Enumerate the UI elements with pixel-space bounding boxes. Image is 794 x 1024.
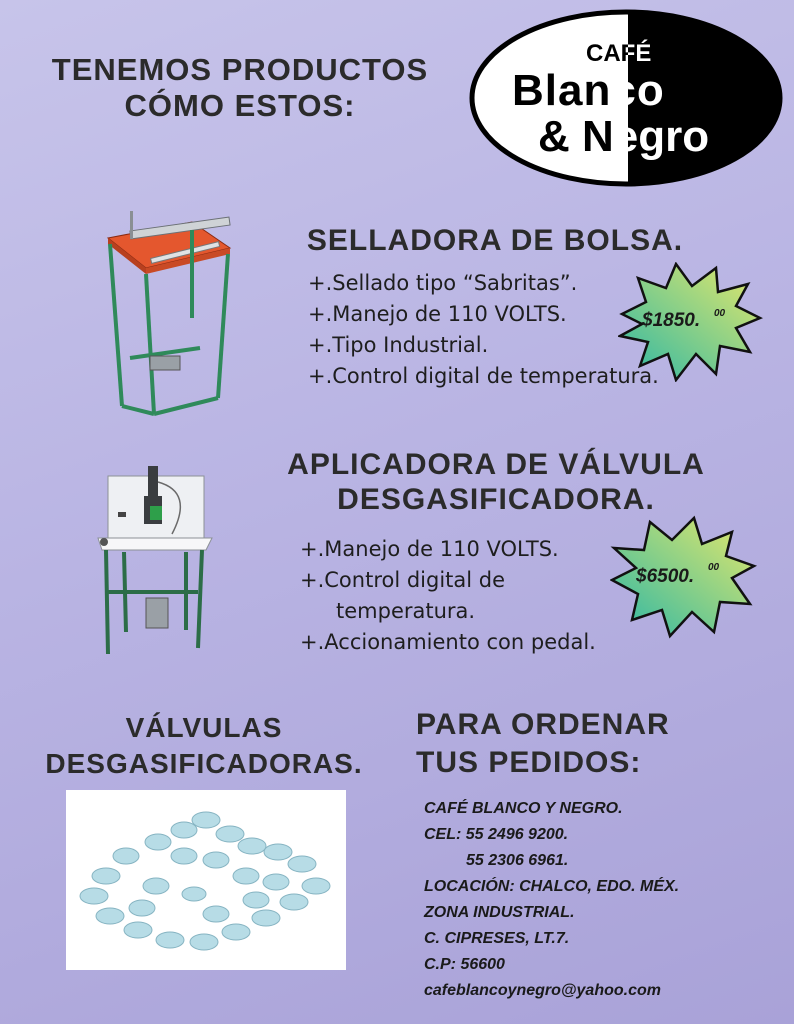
product2-title-line-1: APLICADORA DE VÁLVULA	[287, 448, 705, 481]
industrial-zone: ZONA INDUSTRIAL.	[424, 904, 575, 921]
product2-feature: +.Manejo de 110 VOLTS.	[300, 537, 559, 561]
valves-title-line-2: DESGASIFICADORAS.	[45, 748, 363, 779]
product1-feature: +.Tipo Industrial.	[308, 333, 489, 357]
product2-title-line-2: DESGASIFICADORA.	[337, 482, 655, 516]
product1-feature: +.Manejo de 110 VOLTS.	[308, 302, 567, 326]
email: cafeblancoynegro@yahoo.com	[424, 982, 661, 999]
valve-applicator-machine-photo	[94, 462, 216, 658]
street-address: C. CIPRESES, LT.7.	[424, 930, 570, 947]
company-name: CAFÉ BLANCO Y NEGRO.	[424, 800, 623, 817]
contact-info	[424, 796, 679, 1004]
product2-feature: +.Control digital de	[300, 568, 506, 592]
logo-word-cafe: CAFÉ	[586, 40, 652, 67]
headline-line-2: CÓMO ESTOS:	[124, 87, 356, 123]
product2-feature-list	[300, 534, 596, 658]
phone-secondary: 55 2306 6961.	[466, 852, 569, 869]
logo-text	[468, 8, 784, 188]
product2-title	[256, 448, 736, 517]
cafe-logo	[468, 8, 784, 188]
orders-title-line-1: PARA ORDENAR	[416, 708, 670, 741]
product1-feature: +.Control digital de temperatura.	[308, 364, 659, 388]
product1-feature: +.Sellado tipo “Sabritas”.	[308, 271, 578, 295]
location: LOCACIÓN: CHALCO, EDO. MÉX.	[424, 878, 680, 895]
bag-sealer-machine-photo	[100, 208, 240, 418]
main-headline	[15, 52, 465, 123]
postal-code: C.P: 56600	[424, 956, 505, 973]
product1-title: SELLADORA DE BOLSA.	[306, 224, 684, 257]
product1-price-cents: 00	[714, 308, 726, 319]
logo-word-negro: & Negro	[538, 112, 710, 161]
product1-feature-list	[308, 268, 659, 392]
phone-primary: CEL: 55 2496 9200.	[424, 826, 569, 843]
valves-title-line-1: VÁLVULAS	[125, 712, 283, 743]
product2-feature: +.Accionamiento con pedal.	[300, 630, 596, 654]
degassing-valves-photo	[66, 790, 346, 970]
product2-price-cents: 00	[708, 562, 720, 573]
orders-title-line-2: TUS PEDIDOS:	[416, 746, 642, 779]
valves-title	[14, 710, 394, 782]
product1-price-badge	[618, 262, 764, 382]
product2-feature: temperatura.	[336, 599, 476, 623]
orders-title	[416, 706, 716, 782]
headline-line-1: TENEMOS PRODUCTOS	[51, 52, 429, 87]
product2-price-badge	[610, 514, 758, 640]
product1-price: $1850.	[642, 310, 701, 331]
product2-price: $6500.	[636, 566, 695, 587]
logo-word-blanco: Blanco	[512, 66, 665, 115]
